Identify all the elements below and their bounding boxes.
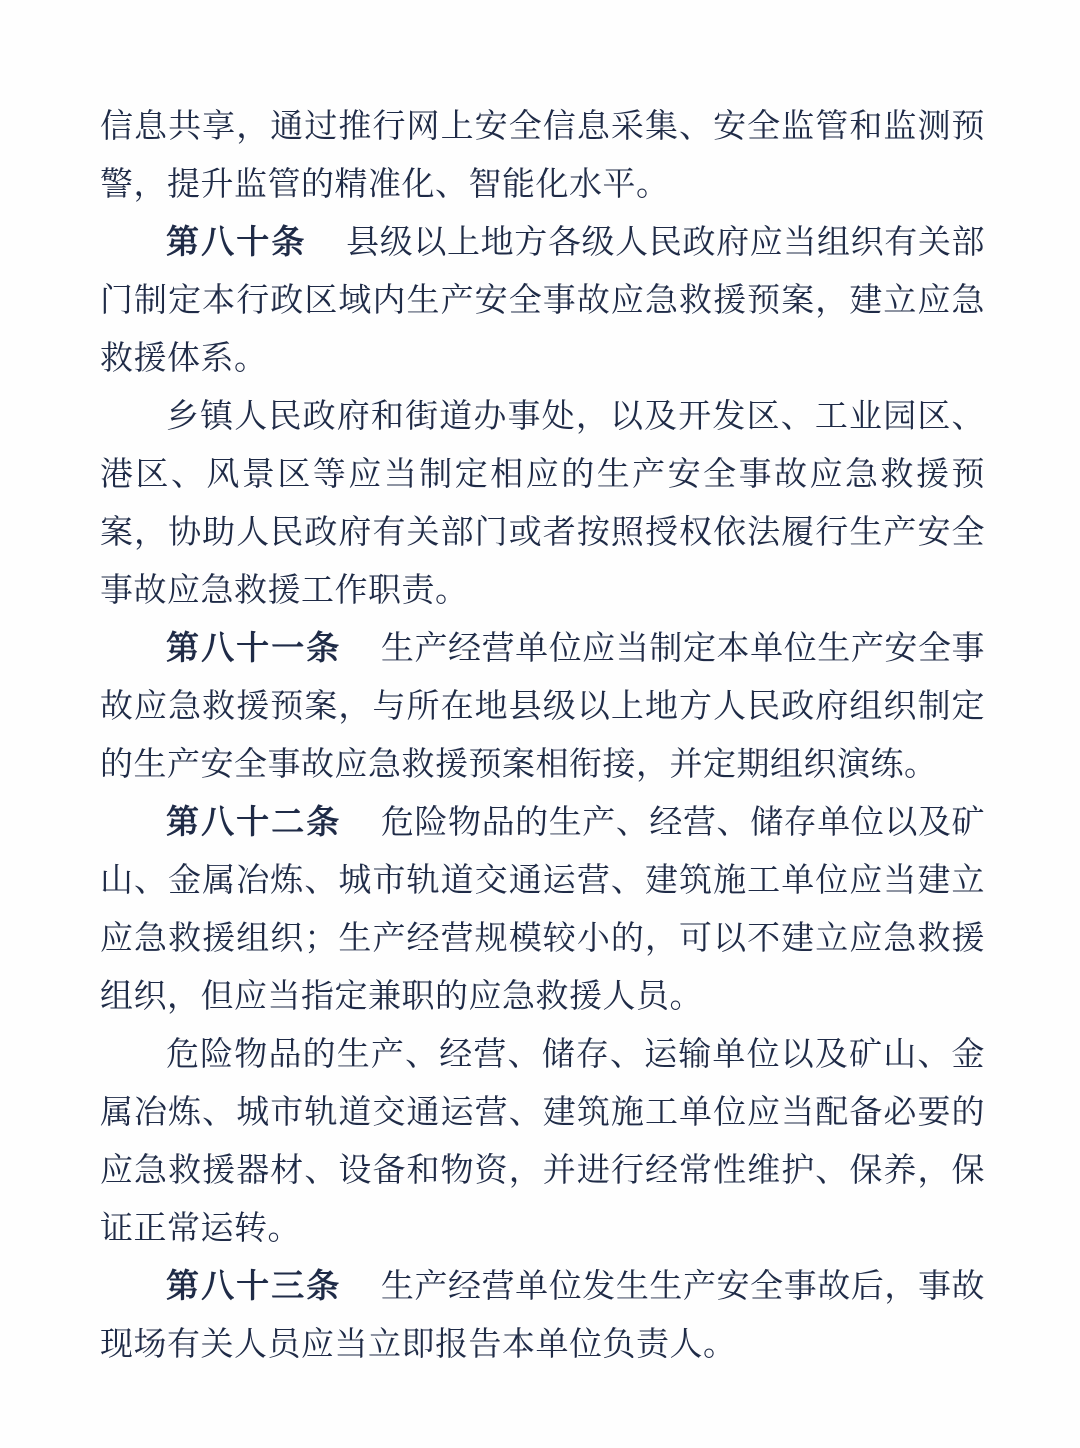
article-text: 生产经营单位发生生产安全事故后，事故现场有关人员应当立即报告本单位负责人。 — [100, 1266, 986, 1363]
article-number: 第八十一条 — [166, 628, 342, 667]
paragraph-article-82 — [100, 793, 985, 1025]
article-text: 危险物品的生产、经营、储存单位以及矿山、金属冶炼、城市轨道交通运营、建筑施工单位应当建立应急救援组织；生产经营规模较小的，可以不建立应急救援组织，但应当指定兼职的应急救援人员。 — [100, 802, 986, 1015]
article-text: 县级以上地方各级人民政府应当组织有关部门制定本行政区域内生产安全事故应急救援预案，建立应急救援体系。 — [100, 222, 986, 377]
article-text: 生产经营单位应当制定本单位生产安全事故应急救援预案，与所在地县级以上地方人民政府组织制定的生产安全事故应急救援预案相衔接，并定期组织演练。 — [100, 628, 986, 783]
paragraph-article-80 — [100, 213, 985, 387]
paragraph-continuation — [100, 97, 985, 213]
article-number: 第八十二条 — [166, 802, 342, 841]
paragraph-article-82-clause-2 — [100, 1025, 985, 1257]
article-number: 第八十三条 — [166, 1266, 342, 1305]
paragraph-text: 乡镇人民政府和街道办事处，以及开发区、工业园区、港区、风景区等应当制定相应的生产安全事故应急救援预案，协助人民政府有关部门或者按照授权依法履行生产安全事故应急救援工作职责。 — [100, 396, 985, 609]
document-body — [100, 97, 985, 1373]
article-number: 第八十条 — [166, 222, 307, 261]
paragraph-text: 信息共享，通过推行网上安全信息采集、安全监管和监测预警，提升监管的精准化、智能化水平。 — [100, 106, 985, 203]
paragraph-text: 危险物品的生产、经营、储存、运输单位以及矿山、金属冶炼、城市轨道交通运营、建筑施工单位应当配备必要的应急救援器材、设备和物资，并进行经常性维护、保养，保证正常运转。 — [100, 1034, 985, 1247]
paragraph-article-83 — [100, 1257, 985, 1373]
paragraph-article-81 — [100, 619, 985, 793]
paragraph-article-80-clause-2 — [100, 387, 985, 619]
